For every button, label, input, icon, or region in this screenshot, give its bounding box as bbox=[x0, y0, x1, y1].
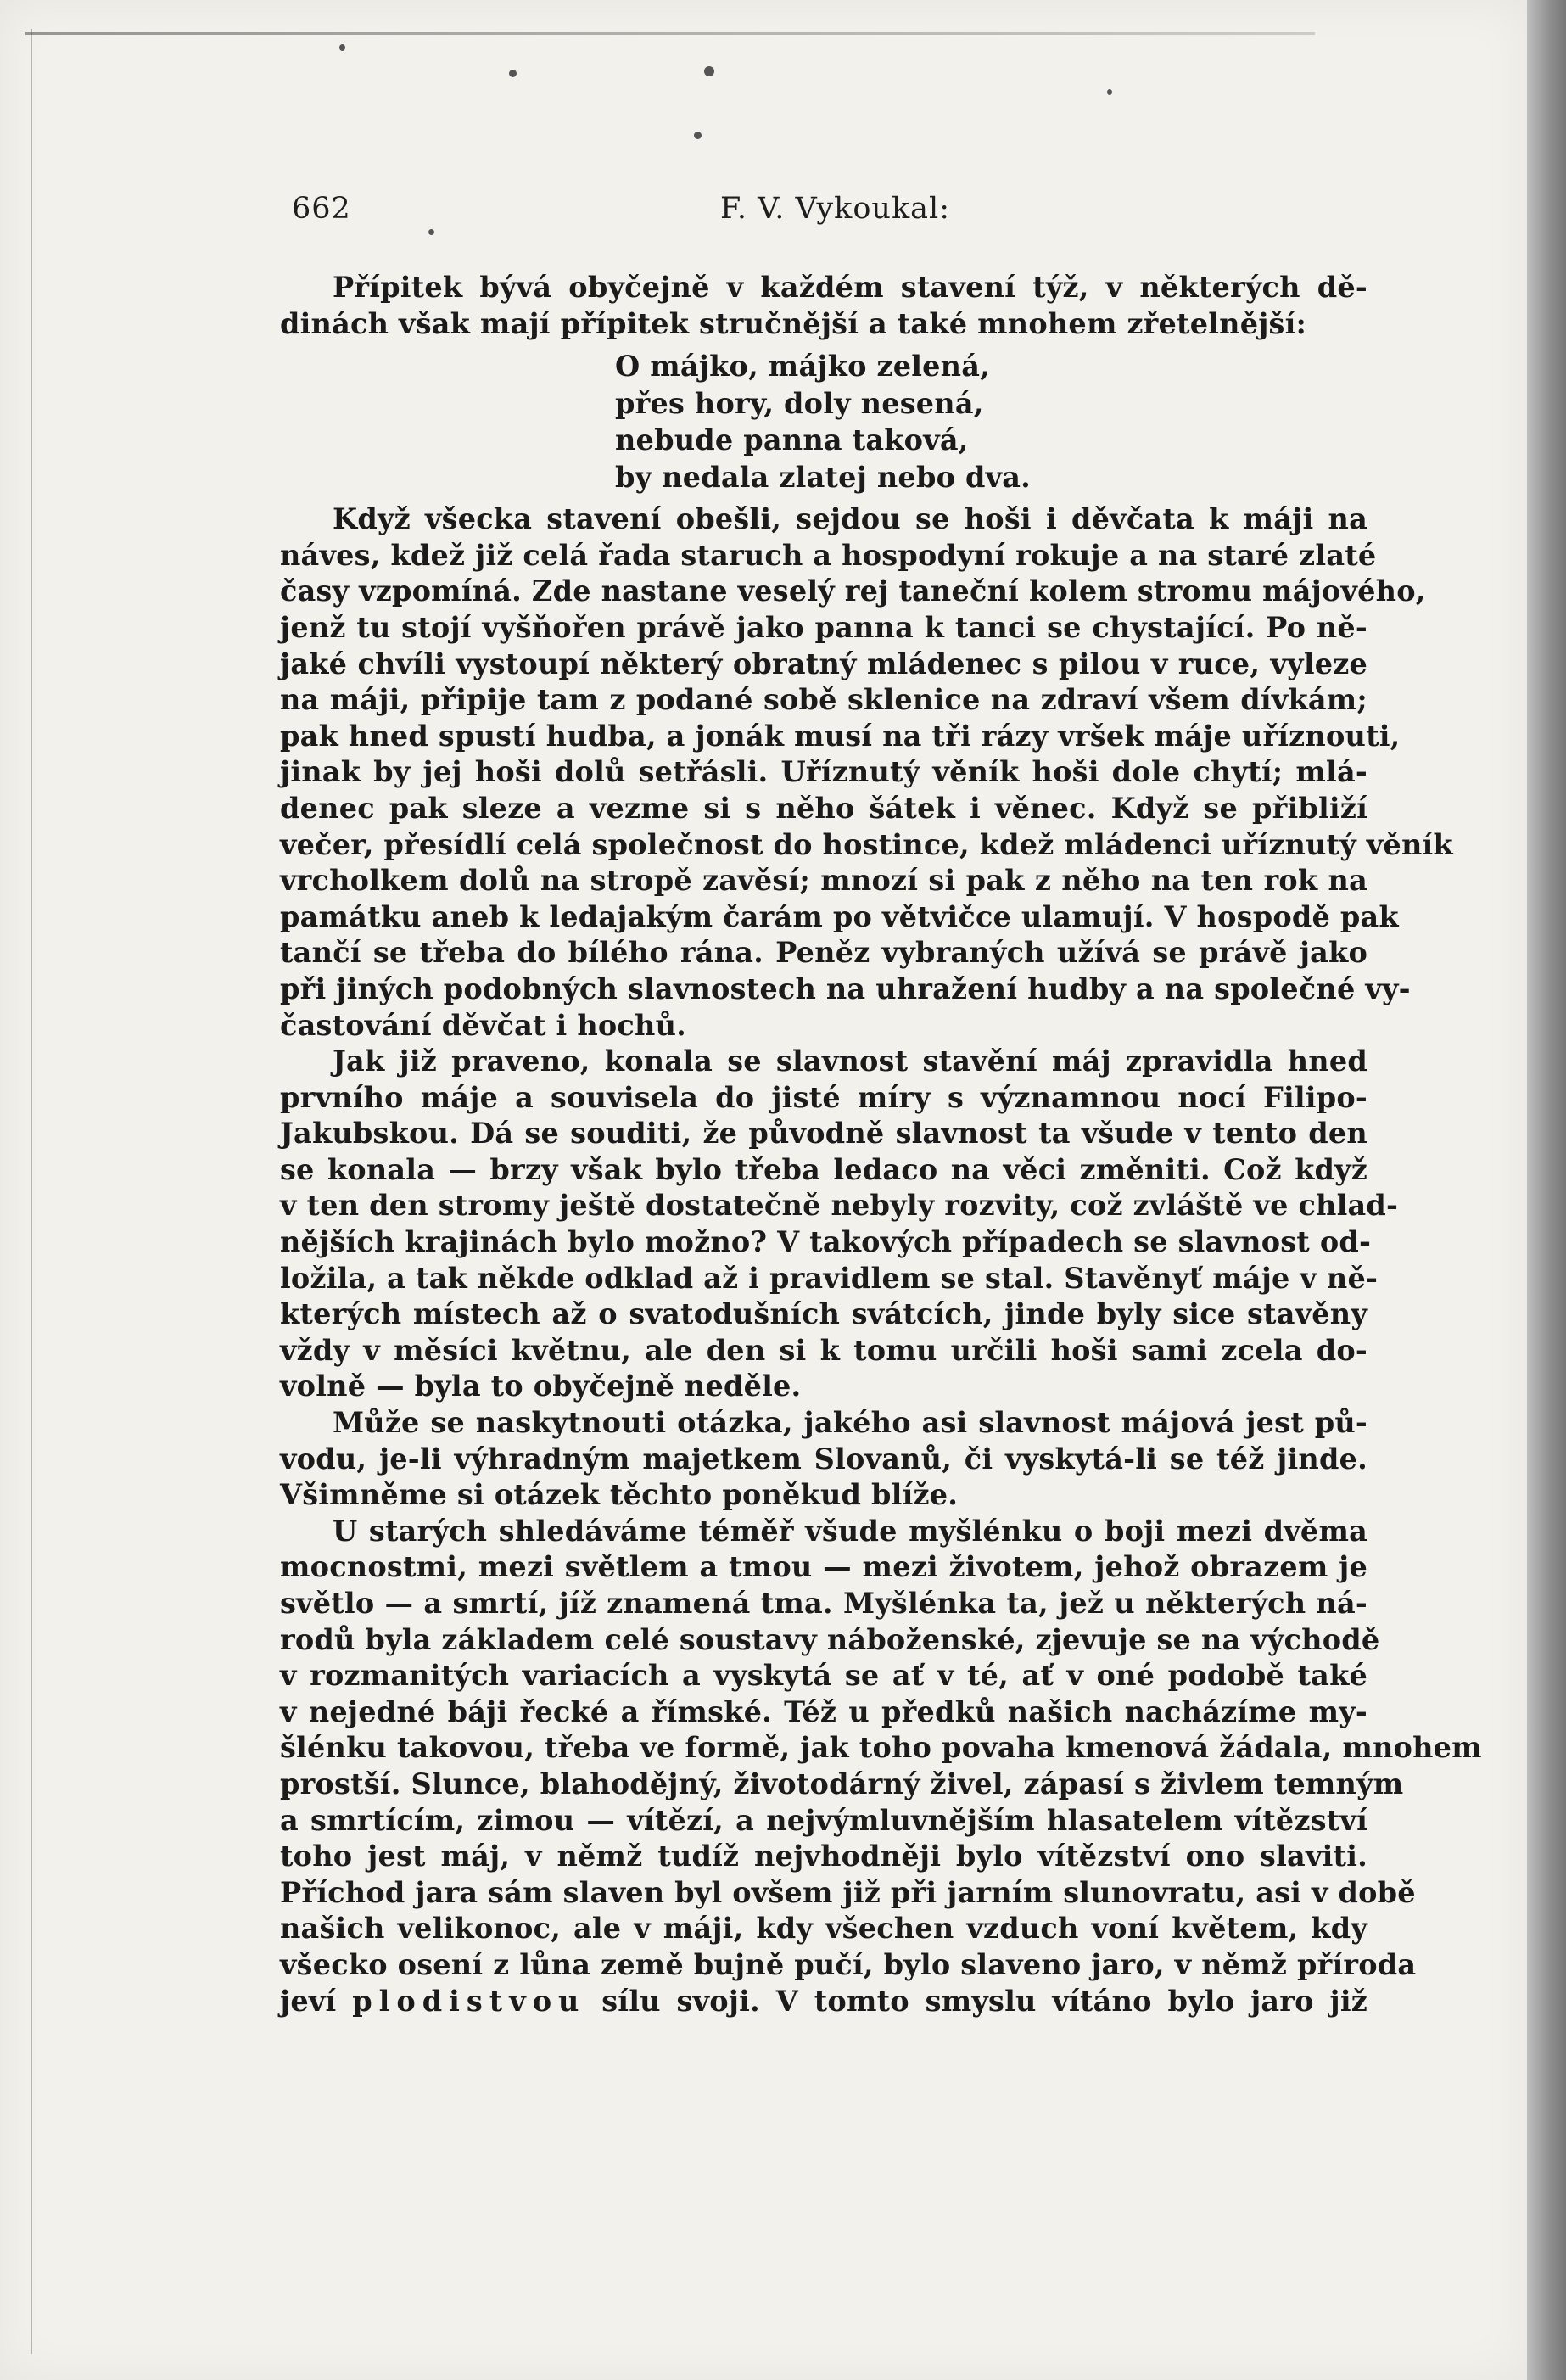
text-line: Může se naskytnouti otázka, jakého asi slavnost májová jest pů- bbox=[333, 1406, 1367, 1440]
page-edge-shadow bbox=[1527, 0, 1566, 2380]
text-line: světlo — a smrtí, jíž znamená tma. Myšlénka ta, jež u některých ná- bbox=[280, 1587, 1367, 1620]
text-line: se konala — brzy však bylo třeba ledaco na věci změniti. Což když bbox=[280, 1152, 1367, 1186]
text-line-last bbox=[280, 1984, 1367, 2020]
text-line: kterých místech až o svatodušních svátcích, jinde byly sice stavěny bbox=[280, 1297, 1367, 1331]
text-line: v rozmanitých variacích a vyskytá se ať v té, ať v oné podobě také bbox=[280, 1659, 1367, 1693]
paragraph-4 bbox=[280, 1405, 1367, 1514]
text-line: častování děvčat i hochů. bbox=[280, 1008, 687, 1042]
text-fragment: jeví bbox=[280, 1984, 353, 2018]
emphasized-word: plodistvou bbox=[352, 1984, 586, 2018]
top-edge-rule bbox=[25, 32, 1315, 35]
text-line: toho jest máj, v němž tudíž nejvhodněji bylo vítězství ono slaviti. bbox=[280, 1840, 1367, 1873]
text-line: Jakubskou. Dá se souditi, že původně slavnost ta všude v tento den bbox=[280, 1117, 1367, 1151]
text-line: ložila, a tak někde odklad až i pravidlem se stal. Stavěnyť máje v ně- bbox=[280, 1261, 1379, 1295]
text-line: Přípitek bývá obyčejně v každém stavení týž, v některých dě- bbox=[333, 271, 1367, 304]
print-speck bbox=[339, 44, 345, 51]
text-line: šlénku takovou, třeba ve formě, jak toho povaha kmenová žádala, mnohem bbox=[280, 1731, 1482, 1765]
text-line: dinách však mají přípitek stručnější a také mnohem zřetelnější: bbox=[280, 306, 1307, 340]
print-speck bbox=[1107, 89, 1112, 95]
print-speck bbox=[704, 66, 714, 76]
paragraph-5 bbox=[280, 1514, 1482, 2019]
text-line: Jak již praveno, konala se slavnost stavění máj zpravidla hned bbox=[333, 1044, 1367, 1078]
text-line: vždy v měsíci květnu, ale den si k tomu určili hoši sami zcela do- bbox=[280, 1333, 1367, 1367]
text-line: a smrtícím, zimou — vítězí, a nejvýmluvnějším hlasatelem vítězství bbox=[280, 1803, 1367, 1837]
verse bbox=[280, 349, 1367, 496]
text-line: jaké chvíli vystoupí některý obratný mládenec s pilou v ruce, vyleze bbox=[280, 647, 1367, 680]
text-line: na máji, připije tam z podané sobě sklenice na zdraví všem dívkám; bbox=[280, 683, 1367, 717]
text-line: při jiných podobných slavnostech na uhražení hudby a na společné vy- bbox=[280, 972, 1411, 1005]
text-line: v nejedné báji řecké a římské. Též u předků našich nacházíme my- bbox=[280, 1694, 1367, 1728]
text-line: vrcholkem dolů na stropě zavěsí; mnozí si pak z něho na ten rok na bbox=[280, 864, 1367, 898]
text-line: mocnostmi, mezi světlem a tmou — mezi životem, jehož obrazem je bbox=[280, 1550, 1367, 1584]
text-line: nějších krajinách bylo možno? V takových případech se slavnost od- bbox=[280, 1225, 1372, 1259]
text-line: pak hned spustí hudba, a jonák musí na tři rázy vršek máje uříznouti, bbox=[280, 719, 1401, 753]
text-line: volně — byla to obyčejně neděle. bbox=[280, 1369, 802, 1403]
verse-line: nebude panna taková, bbox=[615, 423, 969, 457]
text-line: rodů byla základem celé soustavy náboženské, zjevuje se na východě bbox=[280, 1622, 1380, 1656]
text-line: denec pak sleze a vezme si s něho šátek i věnec. Když se přibliží bbox=[280, 791, 1367, 825]
text-line: prvního máje a souvisela do jisté míry s významnou nocí Filipo- bbox=[280, 1080, 1367, 1114]
text-line: jinak by jej hoši dolů setřásli. Uříznutý věník hoši dole chytí; mlá- bbox=[280, 755, 1367, 789]
verse-line: přes hory, doly nesená, bbox=[615, 386, 984, 420]
left-edge-rule bbox=[31, 29, 32, 2354]
body-text bbox=[280, 270, 1482, 2019]
print-speck bbox=[509, 70, 517, 77]
text-line: všecko osení z lůna země bujně pučí, bylo slaveno jaro, v němž příroda bbox=[280, 1947, 1417, 1981]
text-line: časy vzpomíná. Zde nastane veselý rej taneční kolem stromu májového, bbox=[280, 574, 1426, 608]
verse-line: by nedala zlatej nebo dva. bbox=[615, 460, 1032, 494]
text-line: U starých shledáváme téměř všude myšlénku o boji mezi dvěma bbox=[333, 1514, 1367, 1548]
text-line: památku aneb k ledajakým čarám po větvičce ulamují. V hospodě pak bbox=[280, 899, 1399, 933]
text-line: náves, kdež již celá řada staruch a hospodyní rokuje a na staré zlaté bbox=[280, 538, 1377, 572]
paragraph-2 bbox=[280, 501, 1453, 1044]
verse-line: O májko, májko zelená, bbox=[615, 350, 990, 384]
text-line: Všimněme si otázek těchto poněkud blíže. bbox=[280, 1478, 959, 1512]
text-line: tančí se třeba do bílého rána. Peněz vybraných užívá se právě jako bbox=[280, 936, 1367, 970]
paragraph-1 bbox=[280, 270, 1367, 342]
text-line: Když všecka stavení obešli, sejdou se hoši i děvčata k máji na bbox=[333, 502, 1367, 536]
text-line: jenž tu stojí vyšňořen právě jako panna k tanci se chystající. Po ně- bbox=[280, 610, 1367, 644]
running-head bbox=[292, 192, 1378, 243]
text-line: našich velikonoc, ale v máji, kdy všechen vzduch voní květem, kdy bbox=[280, 1912, 1367, 1946]
print-speck bbox=[694, 132, 702, 139]
page-number: 662 bbox=[292, 192, 351, 226]
paragraph-3 bbox=[280, 1044, 1399, 1405]
text-line: prostší. Slunce, blahodějný, životodárný živel, zápasí s živlem temným bbox=[280, 1767, 1404, 1800]
text-line: vodu, je-li výhradným majetkem Slovanů, či vyskytá-li se též jinde. bbox=[280, 1442, 1367, 1476]
text-line: Příchod jara sám slaven byl ovšem již při jarním slunovratu, asi v době bbox=[280, 1875, 1416, 1909]
text-fragment: sílu svoji. V tomto smyslu vítáno bylo jaro již bbox=[585, 1984, 1367, 2018]
text-line: večer, přesídlí celá společnost do hostince, kdež mládenci uříznutý věník bbox=[280, 827, 1453, 861]
text-line: v ten den stromy ještě dostatečně nebyly rozvity, což zvláště ve chlad- bbox=[280, 1189, 1399, 1223]
running-title: F. V. Vykoukal: bbox=[720, 192, 951, 226]
